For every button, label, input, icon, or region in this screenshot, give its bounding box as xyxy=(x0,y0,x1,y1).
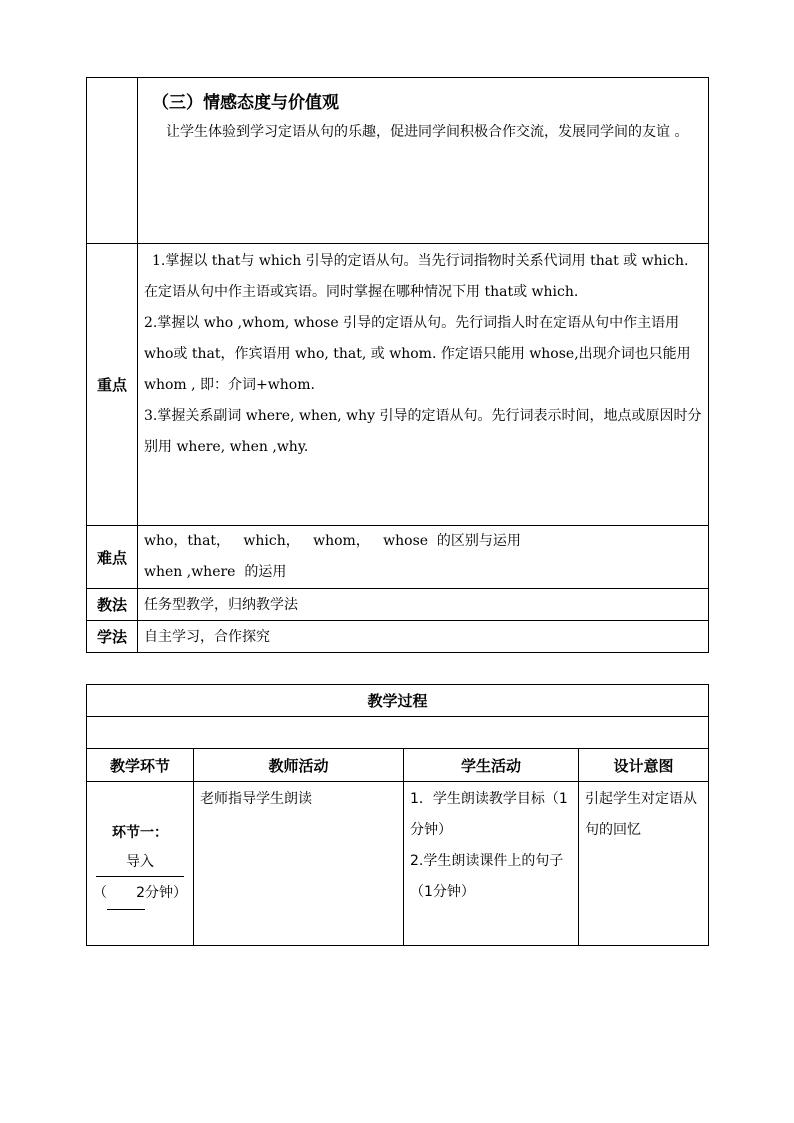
difficulty-row xyxy=(87,526,709,589)
emotion-text: 让学生体验到学习定语从句的乐趣，促进同学间积极合作交流，发展同学间的友谊 。 xyxy=(166,124,689,140)
stage-time-value: 2 xyxy=(107,877,145,910)
teacher-activity-cell xyxy=(194,782,404,946)
stage-time-prefix: （ xyxy=(93,884,107,901)
emotion-row xyxy=(87,78,709,244)
method-label: 教法 xyxy=(87,589,138,621)
process-table xyxy=(86,684,709,946)
student-activity-1: 1．学生朗读教学目标（1分钟） xyxy=(410,791,568,838)
process-blank-row xyxy=(87,717,709,749)
keypoints-label: 重点 xyxy=(87,244,138,526)
stage-cell xyxy=(87,782,194,946)
keypoint-item-2: 2.掌握以 who ,whom, whose 引导的定语从句。先行词指人时在定语从句中作主语用 who或 that，作宾语用 who, that, 或 whom. 作定语只能用 whose,出现介词也只能用 whom , 即：介词+whom. xyxy=(144,315,691,393)
stage-time-suffix: 分钟） xyxy=(145,884,187,901)
keypoint-item-3: 3.掌握关系副词 where, when, why 引导的定语从句。先行词表示时间，地点或原因时分别用 where, when ,why. xyxy=(144,408,702,455)
design-intent: 引起学生对定语从句的回忆 xyxy=(585,791,697,838)
keypoint-item-1: 1.掌握以 that与 which 引导的定语从句。当先行词指物时关系代词用 that 或 which.在定语从句中作主语或宾语。同时掌握在哪种情况下用 that或 which. xyxy=(144,253,689,300)
difficulty-line-2: when ,where 的运用 xyxy=(144,564,287,580)
difficulty-label: 难点 xyxy=(87,526,138,589)
method-row xyxy=(87,589,709,621)
process-row-1 xyxy=(87,782,709,946)
learning-label: 学法 xyxy=(87,621,138,653)
stage-name: 导入 xyxy=(96,848,184,877)
stage-label: 环节一： xyxy=(112,824,168,841)
header-student: 学生活动 xyxy=(404,749,579,782)
emotion-title: （三）情感态度与价值观 xyxy=(152,93,339,113)
process-title-row xyxy=(87,685,709,717)
header-intent: 设计意图 xyxy=(579,749,709,782)
stage-time-line xyxy=(87,877,193,910)
process-title: 教学过程 xyxy=(87,685,709,717)
stage-name-line xyxy=(87,848,193,877)
emotion-content-cell xyxy=(138,78,709,244)
goals-table xyxy=(86,77,709,653)
method-text: 任务型教学，归纳教学法 xyxy=(144,596,298,613)
method-content-cell xyxy=(138,589,709,621)
header-stage: 教学环节 xyxy=(87,749,194,782)
intent-cell xyxy=(579,782,709,946)
keypoints-row xyxy=(87,244,709,526)
learning-row xyxy=(87,621,709,653)
learning-text: 自主学习，合作探究 xyxy=(144,628,270,645)
keypoints-content-cell xyxy=(138,244,709,526)
learning-content-cell xyxy=(138,621,709,653)
teacher-activity: 老师指导学生朗读 xyxy=(200,791,312,807)
process-blank-cell xyxy=(87,717,709,749)
header-teacher: 教师活动 xyxy=(194,749,404,782)
process-header-row xyxy=(87,749,709,782)
student-activity-cell xyxy=(404,782,579,946)
difficulty-line-1: who，that， which， whom， whose 的区别与运用 xyxy=(144,533,521,549)
difficulty-content-cell xyxy=(138,526,709,589)
student-activity-2: 2.学生朗读课件上的句子（1分钟） xyxy=(410,853,564,900)
emotion-label-cell xyxy=(87,78,138,244)
